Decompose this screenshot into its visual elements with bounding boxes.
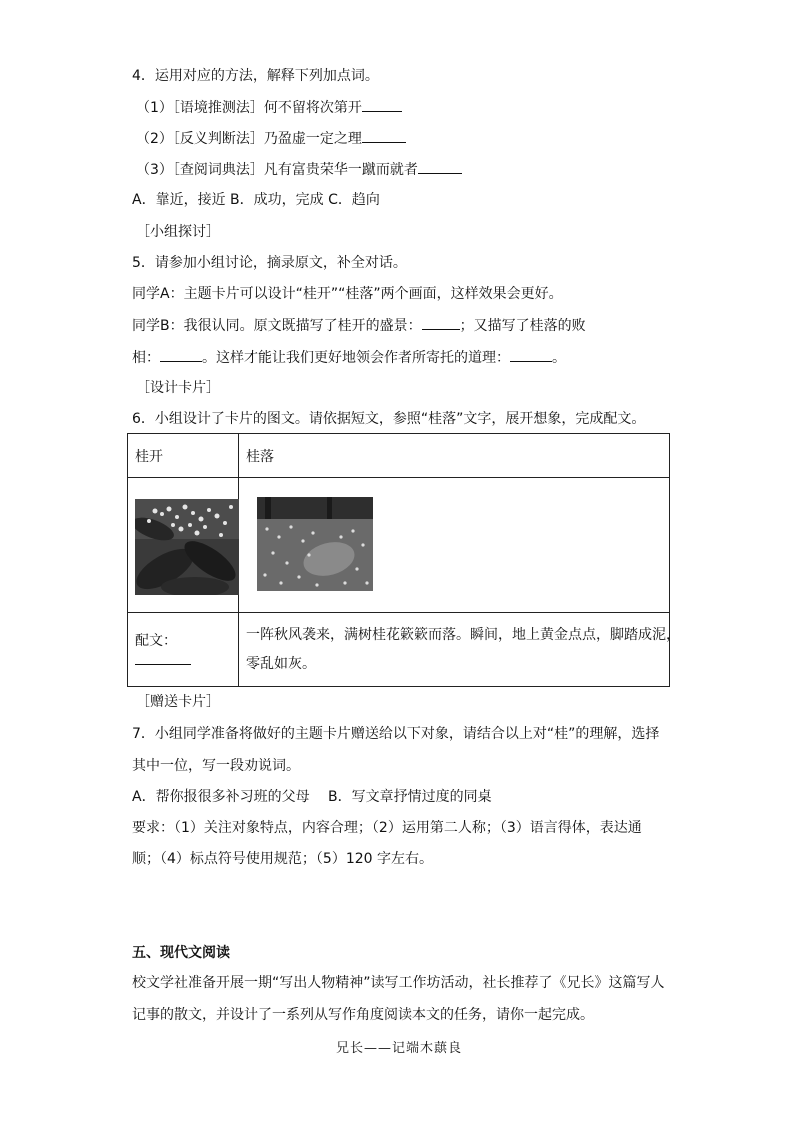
- q4-title: 4．运用对应的方法，解释下列加点词。: [132, 68, 379, 84]
- q5-b-text-5: 。: [552, 350, 566, 366]
- section-gift-label: ［赠送卡片］: [136, 694, 220, 710]
- osmanthus-bloom-photo: [135, 499, 239, 595]
- q5-blank-bloom[interactable]: [422, 315, 460, 330]
- q4-item-3-text: （3）［查阅词典法］凡有富贵荣华一蹴而就者: [136, 162, 418, 178]
- q5-blank-moral[interactable]: [510, 347, 552, 362]
- q6-title: 6．小组设计了卡片的图文。请依据短文，参照“桂落”文字，展开想象，完成配文。: [132, 411, 646, 427]
- q5-b-text-1: 同学B：我很认同。原文既描写了桂开的盛景：: [132, 318, 422, 334]
- table-header-bloom: 桂开: [128, 434, 239, 478]
- fall-text-line-2: 零乱如灰。: [246, 655, 316, 672]
- caption-cell: [128, 613, 239, 687]
- q4-answer-blank-1[interactable]: [362, 97, 402, 112]
- passage-byline: 兄长——记端木蕻良: [336, 1041, 463, 1056]
- fall-text-cell: [239, 613, 680, 687]
- q4-item-2-text: （2）［反义判断法］乃盈虚一定之理: [136, 131, 362, 147]
- q5-student-b-line-1: [132, 315, 586, 336]
- q5-student-b-line-2: [132, 347, 566, 368]
- q4-options: A．靠近，接近 B．成功，完成 C．趋向: [132, 192, 380, 208]
- q4-item-2: [136, 128, 406, 149]
- caption-label: 配文：: [135, 633, 177, 649]
- q7-requirements-1: 要求：（1）关注对象特点，内容合理；（2）运用第二人称；（3）语言得体，表达通: [132, 820, 642, 836]
- q5-blank-fall[interactable]: [160, 347, 202, 362]
- q5-student-a-line: 同学A：主题卡片可以设计“桂开”“桂落”两个画面，这样效果会更好。: [132, 286, 563, 302]
- q5-b-text-4: 。这样才能让我们更好地领会作者所寄托的道理：: [202, 350, 510, 366]
- q7-options: A．帮你报很多补习班的父母 B．写文章抒情过度的同桌: [132, 789, 492, 805]
- section-group-label: ［小组探讨］: [136, 224, 220, 240]
- section-design-label: ［设计卡片］: [136, 380, 220, 396]
- q5-b-text-3: 相：: [132, 350, 160, 366]
- caption-blank[interactable]: [135, 650, 191, 665]
- q7-line-2: 其中一位，写一段劝说词。: [132, 758, 300, 774]
- section5-intro-1: 校文学社准备开展一期“写出人物精神”读写工作坊活动，社长推荐了《兄长》这篇写人: [132, 975, 665, 991]
- q4-item-3: [136, 159, 462, 180]
- table-header-fall: 桂落: [239, 434, 670, 478]
- section5-intro-2: 记事的散文，并设计了一系列从写作角度阅读本文的任务，请你一起完成。: [132, 1007, 594, 1023]
- q5-b-text-2: ；又描写了桂落的败: [459, 318, 586, 334]
- q4-answer-blank-3[interactable]: [418, 159, 462, 174]
- q7-requirements-2: 顺；（4）标点符号使用规范；（5）120 字左右。: [132, 851, 433, 867]
- q4-item-1-text: （1）［语境推测法］何不留将次第开: [136, 100, 362, 116]
- q4-answer-blank-2[interactable]: [362, 128, 406, 143]
- section5-heading: 五、现代文阅读: [132, 945, 230, 961]
- osmanthus-fall-photo: [257, 497, 373, 591]
- q7-line-1: 7．小组同学准备将做好的主题卡片赠送给以下对象，请结合以上对“桂”的理解，选择: [132, 726, 660, 742]
- q5-title: 5．请参加小组讨论，摘录原文，补全对话。: [132, 255, 407, 271]
- fall-text-line-1: 一阵秋风袭来，满树桂花簌簌而落。瞬间，地上黄金点点，脚踏成泥，: [246, 626, 680, 643]
- q4-item-1: [136, 97, 402, 118]
